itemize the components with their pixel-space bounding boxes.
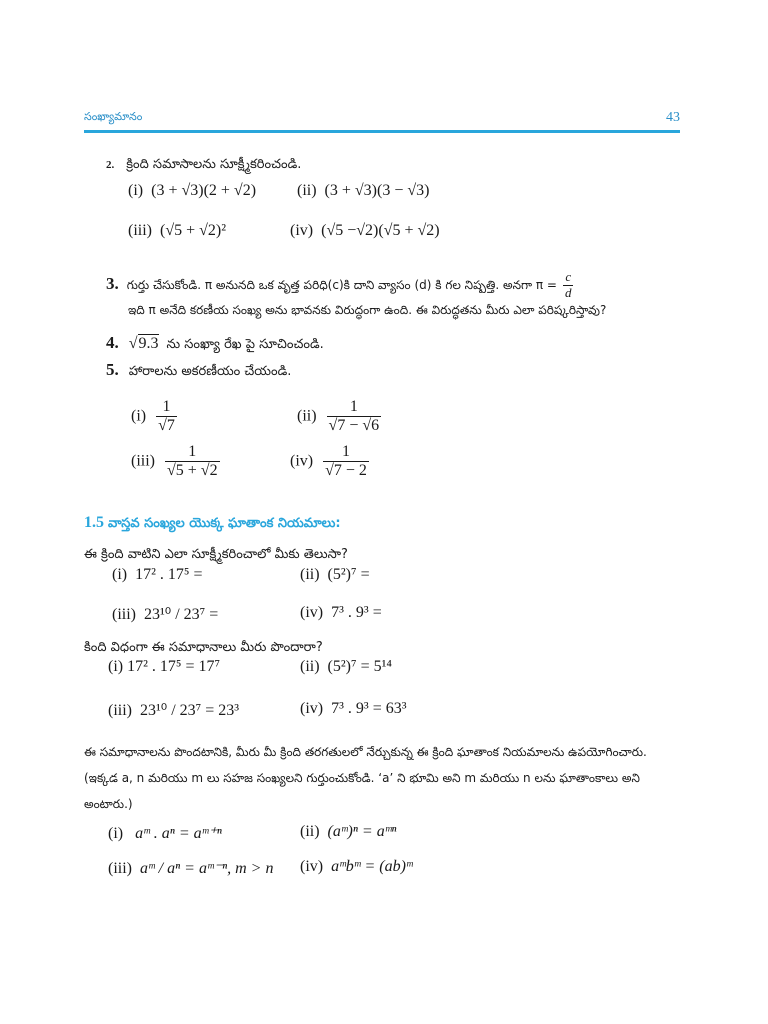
section-heading bbox=[84, 514, 341, 534]
q2-item-ii: (ii) (3 + √3)(3 − √3) bbox=[297, 182, 430, 199]
answer-item-ii: (ii) (5²)⁷ = 5¹⁴ bbox=[300, 658, 392, 675]
law-item-iii: (iii) aᵐ / aⁿ = aᵐ⁻ⁿ, m > n bbox=[108, 860, 274, 877]
page-header bbox=[84, 110, 680, 133]
q5-item-i: (i) $\frac{1}{√7}$ bbox=[131, 398, 175, 435]
simplify-item-iii: (iii) 23¹⁰ / 23⁷ = bbox=[112, 606, 219, 623]
paragraph-line1: ఈ సమాధానాలను పొందటానికి, మీరు మీ క్రింది తరగతులలో నేర్చుకున్న ఈ క్రింది ఘాతాంక నియమాలను ఉపయోగించారు. bbox=[84, 745, 647, 759]
q5-item-iii: (iii) $\frac{1}{√5 + √2}$ bbox=[131, 443, 218, 480]
paragraph-line2: (ఇక్కడ a, n మరియు m లు సహజ సంఖ్యలని గుర్తుంచుకోండి. ‘a’ ని భూమి అని m మరియు n లను ఘాతాంకాలు అని bbox=[84, 771, 640, 785]
section-title: వాస్తవ సంఖ్యల యొక్క ఘాతాంక నియమాలు: bbox=[108, 516, 341, 531]
question-2 bbox=[106, 155, 301, 175]
law-item-i: (i) aᵐ . aⁿ = aᵐ⁺ⁿ bbox=[108, 825, 222, 842]
question-text-line1: గుర్తు చేసుకోండి. π అనునది ఒక వృత్త పరిధి(c)కి దాని వ్యాసం (d) కి గల నిష్పత్తి. అనగా π = bbox=[126, 278, 557, 293]
simplify-item-i: (i) 17² . 17⁵ = bbox=[112, 566, 203, 583]
section-number: 1.5 bbox=[84, 514, 104, 531]
question-text: క్రింది సమాసాలను సూక్ష్మీకరించండి. bbox=[126, 157, 302, 172]
question-3-line2: ఇది π అనేది కరణీయ సంఖ్య అను భావనకు విరుద్ధంగా ఉంది. ఈ విరుద్ధతను మీరు ఎలా పరిష్కరిస్తావు? bbox=[128, 303, 607, 317]
simplify-item-ii: (ii) (5²)⁷ = bbox=[300, 566, 370, 583]
chapter-title: సంఖ్యామానం bbox=[84, 110, 143, 123]
answer-item-iii: (iii) 23¹⁰ / 23⁷ = 23³ bbox=[108, 702, 240, 719]
page-number: 43 bbox=[666, 110, 680, 125]
radicand: 9.3 bbox=[138, 335, 159, 352]
q2-item-i: (i) (3 + √3)(2 + √2) bbox=[128, 182, 257, 199]
law-item-ii: (ii) (aᵐ)ⁿ = aᵐⁿ bbox=[300, 823, 397, 840]
q2-item-iii: (iii) (√5 + √2)² bbox=[128, 222, 227, 239]
section-intro: ఈ క్రింది వాటిని ఎలా సూక్ష్మీకరించాలో మీకు తెలుసా? bbox=[84, 547, 348, 562]
answers-intro: కింది విధంగా ఈ సమాధానాలు మీరు పొందారా? bbox=[84, 640, 323, 655]
q2-item-iv: (iv) (√5 −√2)(√5 + √2) bbox=[290, 222, 440, 239]
question-5: 5. హారాలను అకరణీయం చేయండి. bbox=[106, 360, 292, 379]
answer-item-i: (i) 17² . 17⁵ = 17⁷ bbox=[108, 658, 221, 675]
pi-fraction: $\frac{c}{d}$ bbox=[564, 269, 572, 300]
q5-item-iv: (iv) $\frac{1}{√7 - 2}$ bbox=[290, 443, 367, 480]
question-number: 3. bbox=[106, 274, 119, 294]
answer-item-iv: (iv) 7³ . 9³ = 63³ bbox=[300, 700, 407, 717]
question-text: హారాలను అకరణీయం చేయండి. bbox=[128, 364, 292, 379]
question-text: ను సంఖ్యా రేఖ పై సూచించండి. bbox=[166, 337, 324, 352]
question-4: 4. √9.3 ను సంఖ్యా రేఖ పై సూచించండి. bbox=[106, 333, 324, 352]
q5-item-ii: (ii) $\frac{1}{√7 - √6}$ bbox=[297, 398, 380, 435]
simplify-item-iv: (iv) 7³ . 9³ = bbox=[300, 604, 382, 621]
paragraph-line3: అంటారు.) bbox=[84, 797, 133, 811]
question-number: 2. bbox=[106, 159, 115, 171]
law-item-iv: (iv) aᵐbᵐ = (ab)ᵐ bbox=[300, 858, 413, 875]
question-3 bbox=[106, 270, 575, 301]
